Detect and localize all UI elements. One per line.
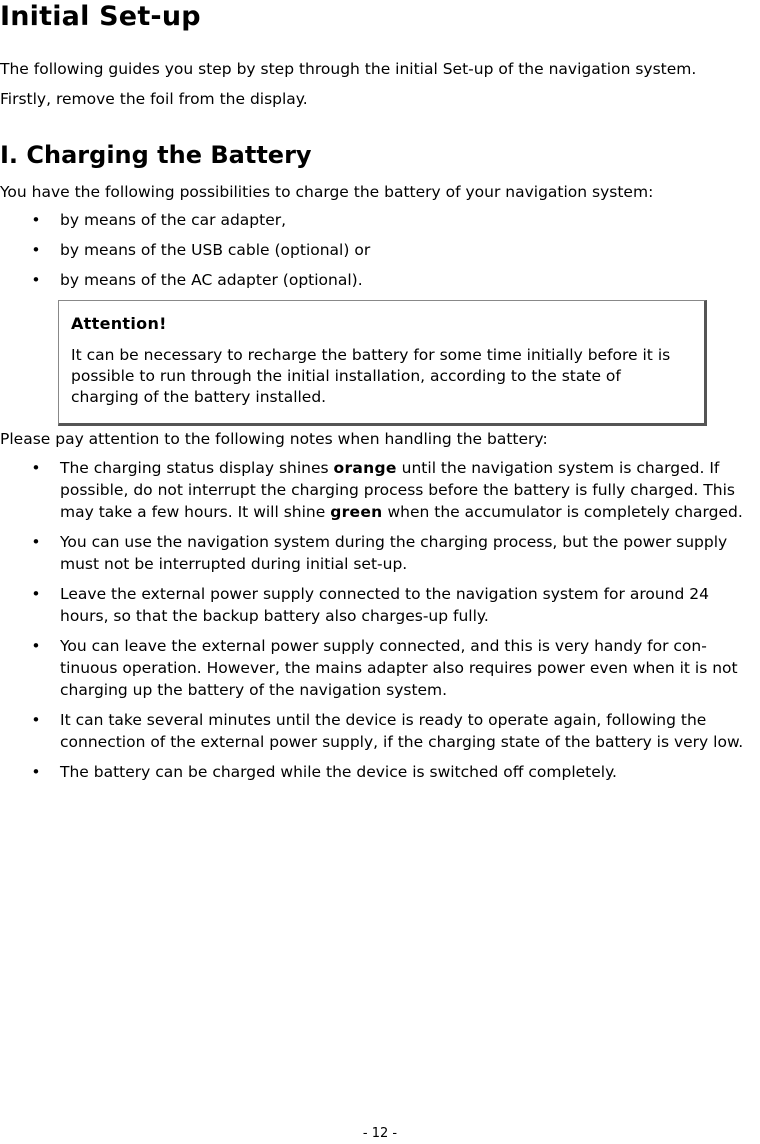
attention-text: It can be necessary to recharge the battery for some time initially before it is possible to run through the initial installation, according to the state of charging of the battery installed. <box>71 346 671 406</box>
page-number: - 12 - <box>362 1126 398 1141</box>
section-lead: You have the following possibilities to charge the battery of your navigation system: <box>0 183 654 201</box>
charging-options-list <box>0 209 370 299</box>
list-item <box>0 635 760 701</box>
bullet-icon: • <box>31 637 41 655</box>
list-item-text: Leave the external power supply connected to the navigation system for around 24 hours, so that the backup battery also charges-up fully. <box>60 585 709 625</box>
list-item-text: by means of the car adapter, <box>60 211 287 229</box>
bullet-icon: • <box>31 763 41 781</box>
list-item-text: The battery can be charged while the device is switched off completely. <box>60 763 617 781</box>
list-item <box>0 239 370 269</box>
bullet-icon: • <box>31 241 41 259</box>
list-item <box>0 457 760 523</box>
list-item <box>0 709 760 753</box>
bullet-icon: • <box>31 585 41 603</box>
note-text-part: when the accumulator is completely charged. <box>382 503 743 521</box>
bullet-icon: • <box>31 459 41 477</box>
list-item-text: You can use the navigation system during the charging process, but the power supply must not be interrupted during initial set-up. <box>60 533 728 573</box>
page-title: Initial Set-up <box>0 1 201 32</box>
bullet-icon: • <box>31 211 41 229</box>
orange-highlight: orange <box>333 459 397 477</box>
attention-box <box>58 300 707 426</box>
intro-paragraph-1: The following guides you step by step through the initial Set-up of the navigation system. <box>0 60 697 78</box>
list-item <box>0 583 760 627</box>
list-item-text: by means of the AC adapter (optional). <box>60 271 363 289</box>
list-item <box>0 269 370 299</box>
list-item-text: It can take several minutes until the device is ready to operate again, following the connection of the external power supply, if the charging state of the battery is very low. <box>60 711 744 751</box>
bullet-icon: • <box>31 271 41 289</box>
attention-title: Attention! <box>71 314 167 333</box>
green-highlight: green <box>330 503 383 521</box>
list-item-text: by means of the USB cable (optional) or <box>60 241 371 259</box>
note-text-part: until the navigation system is charged. If possible, do not interrupt the charging process before the battery is fully charged. This may take a few hours. It will shine <box>60 459 735 521</box>
section-heading: I. Charging the Battery <box>0 141 312 169</box>
list-item <box>0 531 760 575</box>
notes-lead: Please pay attention to the following notes when handling the battery: <box>0 430 548 448</box>
list-item-text: You can leave the external power supply connected, and this is very handy for con-tinuous operation. However, the mains adapter also requires power even when it is not charging up the battery of the navigation system. <box>60 637 738 699</box>
bullet-icon: • <box>31 711 41 729</box>
list-item <box>0 761 760 783</box>
intro-paragraph-2: Firstly, remove the foil from the display. <box>0 90 308 108</box>
list-item <box>0 209 370 239</box>
note-text-part: The charging status display shines <box>60 459 334 477</box>
bullet-icon: • <box>31 533 41 551</box>
battery-notes-list <box>0 457 760 791</box>
